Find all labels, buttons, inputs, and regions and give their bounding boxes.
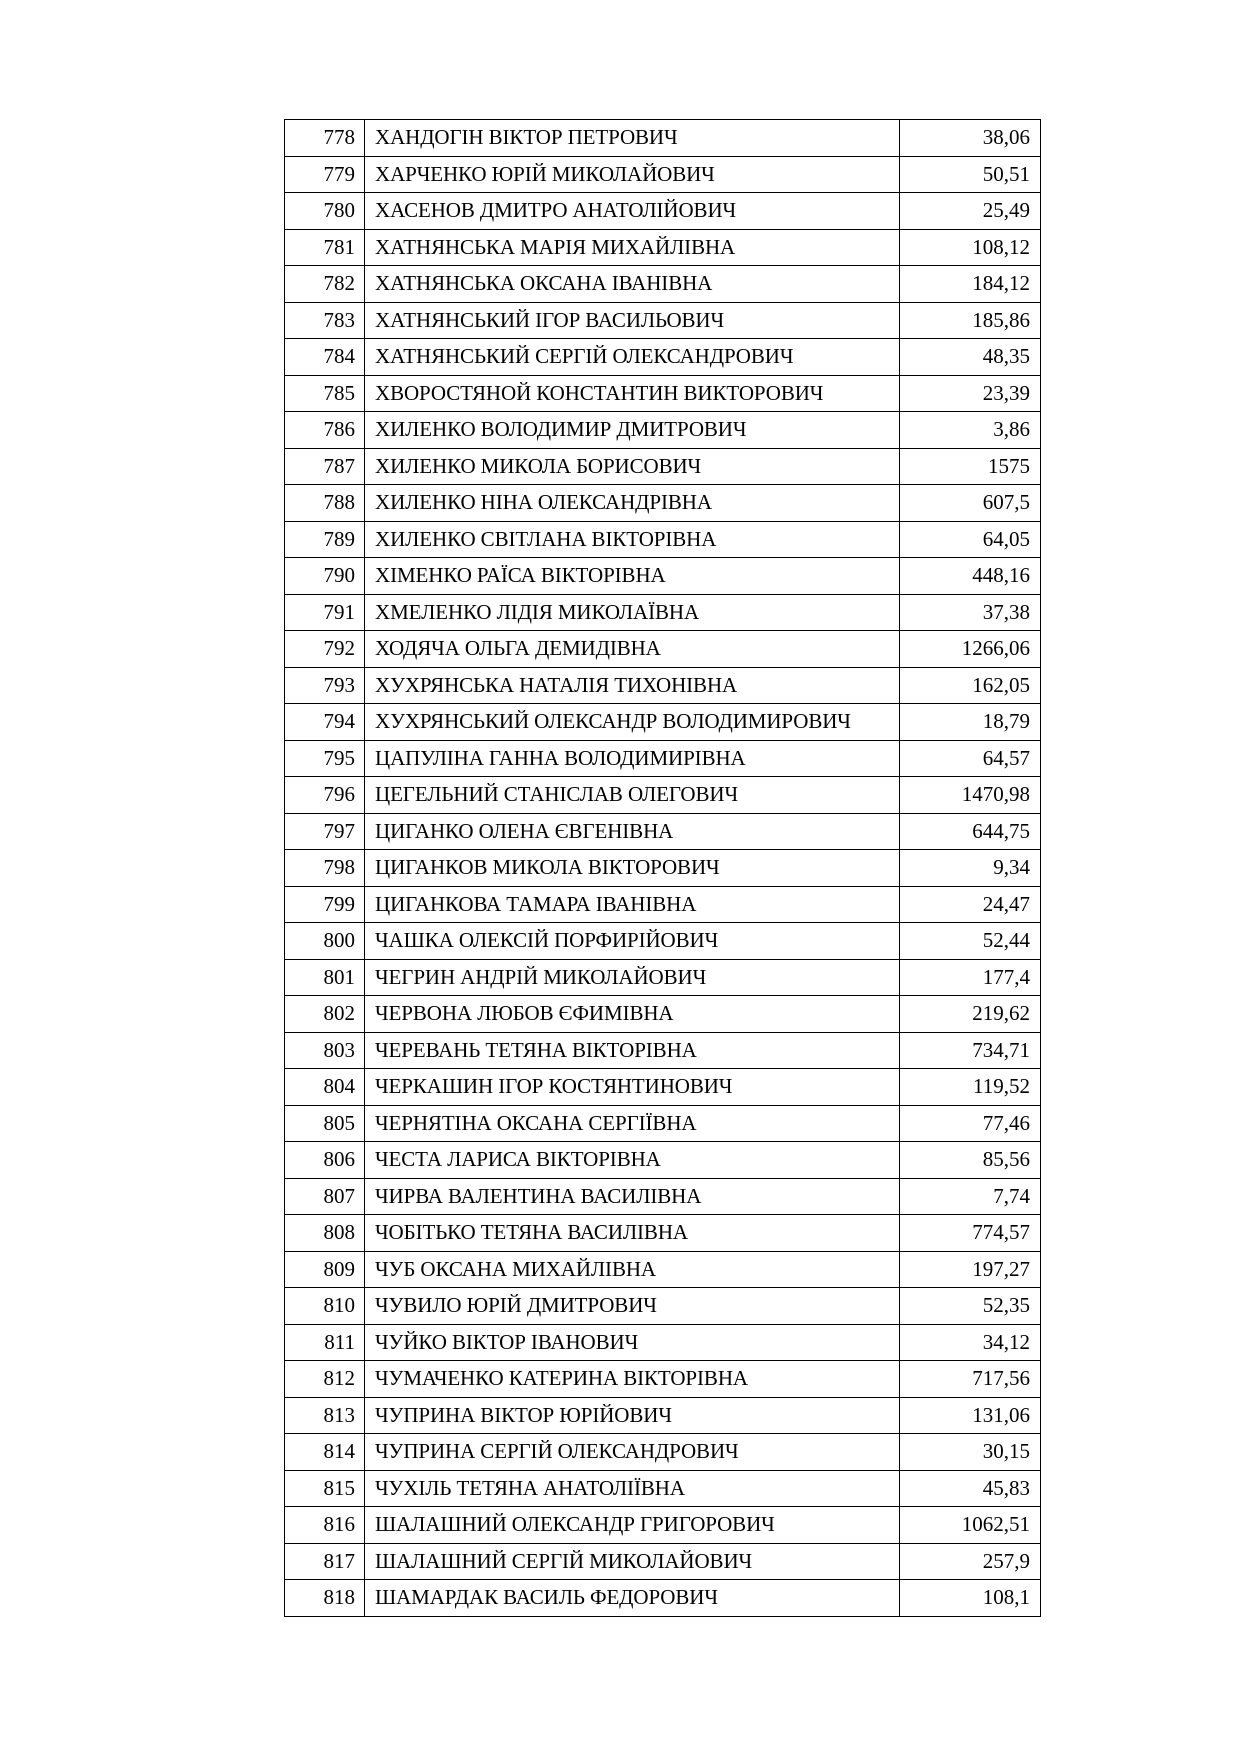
row-number-cell: 793 [285,667,365,704]
table-row [285,1470,1041,1507]
full-name-cell: ХАНДОГІН ВІКТОР ПЕТРОВИЧ [365,120,900,157]
amount-cell: 37,38 [900,594,1041,631]
amount-cell: 257,9 [900,1543,1041,1580]
full-name-cell: ЧУЙКО ВІКТОР ІВАНОВИЧ [365,1324,900,1361]
full-name-cell: ШАМАРДАК ВАСИЛЬ ФЕДОРОВИЧ [365,1580,900,1617]
row-number-cell: 789 [285,521,365,558]
row-number-cell: 785 [285,375,365,412]
row-number-cell: 808 [285,1215,365,1252]
table-row [285,1032,1041,1069]
row-number-cell: 806 [285,1142,365,1179]
amount-cell: 219,62 [900,996,1041,1033]
table-row [285,1543,1041,1580]
table-row [285,594,1041,631]
row-number-cell: 778 [285,120,365,157]
full-name-cell: ЧЕГРИН АНДРІЙ МИКОЛАЙОВИЧ [365,959,900,996]
table-row [285,302,1041,339]
row-number-cell: 786 [285,412,365,449]
row-number-cell: 809 [285,1251,365,1288]
full-name-cell: ХВОРОСТЯНОЙ КОНСТАНТИН ВИКТОРОВИЧ [365,375,900,412]
table-row [285,120,1041,157]
row-number-cell: 788 [285,485,365,522]
table-row [285,1507,1041,1544]
table-row [285,339,1041,376]
row-number-cell: 787 [285,448,365,485]
table-row [285,412,1041,449]
full-name-cell: ХУХРЯНСЬКИЙ ОЛЕКСАНДР ВОЛОДИМИРОВИЧ [365,704,900,741]
amount-cell: 34,12 [900,1324,1041,1361]
amount-cell: 64,57 [900,740,1041,777]
full-name-cell: ЧОБІТЬКО ТЕТЯНА ВАСИЛІВНА [365,1215,900,1252]
row-number-cell: 818 [285,1580,365,1617]
full-name-cell: ЧУПРИНА СЕРГІЙ ОЛЕКСАНДРОВИЧ [365,1434,900,1471]
full-name-cell: ЧЕРЕВАНЬ ТЕТЯНА ВІКТОРІВНА [365,1032,900,1069]
table-row [285,156,1041,193]
amount-cell: 9,34 [900,850,1041,887]
table-row [285,1178,1041,1215]
row-number-cell: 817 [285,1543,365,1580]
amount-cell: 7,74 [900,1178,1041,1215]
full-name-cell: ЦИГАНКОВА ТАМАРА ІВАНІВНА [365,886,900,923]
table-row [285,1069,1041,1106]
amount-cell: 607,5 [900,485,1041,522]
row-number-cell: 798 [285,850,365,887]
full-name-cell: ХИЛЕНКО НІНА ОЛЕКСАНДРІВНА [365,485,900,522]
amount-cell: 24,47 [900,886,1041,923]
row-number-cell: 814 [285,1434,365,1471]
table-body [285,120,1041,1617]
table-row [285,1251,1041,1288]
table-row [285,193,1041,230]
full-name-cell: ХІМЕНКО РАЇСА ВІКТОРІВНА [365,558,900,595]
full-name-cell: ХОДЯЧА ОЛЬГА ДЕМИДІВНА [365,631,900,668]
table-row [285,1580,1041,1617]
row-number-cell: 803 [285,1032,365,1069]
row-number-cell: 810 [285,1288,365,1325]
row-number-cell: 812 [285,1361,365,1398]
row-number-cell: 799 [285,886,365,923]
full-name-cell: ЦИГАНКОВ МИКОЛА ВІКТОРОВИЧ [365,850,900,887]
amount-cell: 52,44 [900,923,1041,960]
amount-cell: 108,12 [900,229,1041,266]
row-number-cell: 796 [285,777,365,814]
full-name-cell: ЧУБ ОКСАНА МИХАЙЛІВНА [365,1251,900,1288]
table-row [285,631,1041,668]
full-name-cell: ЧУМАЧЕНКО КАТЕРИНА ВІКТОРІВНА [365,1361,900,1398]
amount-cell: 185,86 [900,302,1041,339]
row-number-cell: 781 [285,229,365,266]
amount-cell: 38,06 [900,120,1041,157]
table-row [285,1288,1041,1325]
table-row [285,1434,1041,1471]
full-name-cell: ЦЕГЕЛЬНИЙ СТАНІСЛАВ ОЛЕГОВИЧ [365,777,900,814]
amount-cell: 131,06 [900,1397,1041,1434]
table-row [285,1215,1041,1252]
amount-cell: 3,86 [900,412,1041,449]
amount-cell: 45,83 [900,1470,1041,1507]
full-name-cell: ЧУВИЛО ЮРІЙ ДМИТРОВИЧ [365,1288,900,1325]
row-number-cell: 815 [285,1470,365,1507]
full-name-cell: ЧЕРКАШИН ІГОР КОСТЯНТИНОВИЧ [365,1069,900,1106]
amount-cell: 77,46 [900,1105,1041,1142]
amount-cell: 644,75 [900,813,1041,850]
amount-cell: 52,35 [900,1288,1041,1325]
table-row [285,923,1041,960]
table-row [285,996,1041,1033]
amount-cell: 177,4 [900,959,1041,996]
full-name-cell: ЧИРВА ВАЛЕНТИНА ВАСИЛІВНА [365,1178,900,1215]
table-row [285,1142,1041,1179]
amount-cell: 448,16 [900,558,1041,595]
full-name-cell: ШАЛАШНИЙ СЕРГІЙ МИКОЛАЙОВИЧ [365,1543,900,1580]
amount-cell: 25,49 [900,193,1041,230]
full-name-cell: ХАТНЯНСЬКА ОКСАНА ІВАНІВНА [365,266,900,303]
full-name-cell: ЦИГАНКО ОЛЕНА ЄВГЕНІВНА [365,813,900,850]
full-name-cell: ХАТНЯНСЬКА МАРІЯ МИХАЙЛІВНА [365,229,900,266]
table-row [285,558,1041,595]
full-name-cell: ХИЛЕНКО ВОЛОДИМИР ДМИТРОВИЧ [365,412,900,449]
amount-cell: 162,05 [900,667,1041,704]
row-number-cell: 794 [285,704,365,741]
full-name-cell: ЧЕСТА ЛАРИСА ВІКТОРІВНА [365,1142,900,1179]
table-row [285,740,1041,777]
amount-cell: 734,71 [900,1032,1041,1069]
table-row [285,886,1041,923]
amount-cell: 774,57 [900,1215,1041,1252]
amount-cell: 50,51 [900,156,1041,193]
amount-cell: 197,27 [900,1251,1041,1288]
table-row [285,375,1041,412]
row-number-cell: 816 [285,1507,365,1544]
full-name-cell: ХМЕЛЕНКО ЛІДІЯ МИКОЛАЇВНА [365,594,900,631]
row-number-cell: 804 [285,1069,365,1106]
table-row [285,1324,1041,1361]
row-number-cell: 780 [285,193,365,230]
table-row [285,704,1041,741]
row-number-cell: 779 [285,156,365,193]
amount-cell: 30,15 [900,1434,1041,1471]
table-row [285,850,1041,887]
full-name-cell: ХАРЧЕНКО ЮРІЙ МИКОЛАЙОВИЧ [365,156,900,193]
amount-cell: 1266,06 [900,631,1041,668]
row-number-cell: 784 [285,339,365,376]
row-number-cell: 805 [285,1105,365,1142]
amount-cell: 18,79 [900,704,1041,741]
row-number-cell: 797 [285,813,365,850]
full-name-cell: ШАЛАШНИЙ ОЛЕКСАНДР ГРИГОРОВИЧ [365,1507,900,1544]
table-row [285,959,1041,996]
full-name-cell: ХИЛЕНКО СВІТЛАНА ВІКТОРІВНА [365,521,900,558]
amount-cell: 184,12 [900,266,1041,303]
row-number-cell: 790 [285,558,365,595]
full-name-cell: ЦАПУЛІНА ГАННА ВОЛОДИМИРІВНА [365,740,900,777]
full-name-cell: ХИЛЕНКО МИКОЛА БОРИСОВИЧ [365,448,900,485]
table-row [285,813,1041,850]
full-name-cell: ЧЕРВОНА ЛЮБОВ ЄФИМІВНА [365,996,900,1033]
full-name-cell: ЧЕРНЯТІНА ОКСАНА СЕРГІЇВНА [365,1105,900,1142]
amount-cell: 48,35 [900,339,1041,376]
row-number-cell: 813 [285,1397,365,1434]
row-number-cell: 782 [285,266,365,303]
row-number-cell: 791 [285,594,365,631]
row-number-cell: 783 [285,302,365,339]
full-name-cell: ХУХРЯНСЬКА НАТАЛІЯ ТИХОНІВНА [365,667,900,704]
amount-cell: 85,56 [900,1142,1041,1179]
table-row [285,667,1041,704]
amount-cell: 23,39 [900,375,1041,412]
amount-cell: 1062,51 [900,1507,1041,1544]
table-row [285,1361,1041,1398]
table-row [285,266,1041,303]
amount-cell: 1575 [900,448,1041,485]
row-number-cell: 802 [285,996,365,1033]
amount-cell: 1470,98 [900,777,1041,814]
row-number-cell: 811 [285,1324,365,1361]
row-number-cell: 795 [285,740,365,777]
full-name-cell: ЧУПРИНА ВІКТОР ЮРІЙОВИЧ [365,1397,900,1434]
table-row [285,1105,1041,1142]
table-row [285,448,1041,485]
full-name-cell: ХАТНЯНСЬКИЙ СЕРГІЙ ОЛЕКСАНДРОВИЧ [365,339,900,376]
row-number-cell: 792 [285,631,365,668]
row-number-cell: 807 [285,1178,365,1215]
table-row [285,777,1041,814]
table-row [285,521,1041,558]
amount-cell: 717,56 [900,1361,1041,1398]
table-row [285,229,1041,266]
row-number-cell: 801 [285,959,365,996]
amount-cell: 119,52 [900,1069,1041,1106]
full-name-cell: ХАСЕНОВ ДМИТРО АНАТОЛІЙОВИЧ [365,193,900,230]
amount-cell: 108,1 [900,1580,1041,1617]
table-row [285,485,1041,522]
full-name-cell: ХАТНЯНСЬКИЙ ІГОР ВАСИЛЬОВИЧ [365,302,900,339]
amount-cell: 64,05 [900,521,1041,558]
row-number-cell: 800 [285,923,365,960]
recipients-table [284,119,1041,1617]
full-name-cell: ЧАШКА ОЛЕКСІЙ ПОРФИРІЙОВИЧ [365,923,900,960]
table-row [285,1397,1041,1434]
full-name-cell: ЧУХІЛЬ ТЕТЯНА АНАТОЛІЇВНА [365,1470,900,1507]
